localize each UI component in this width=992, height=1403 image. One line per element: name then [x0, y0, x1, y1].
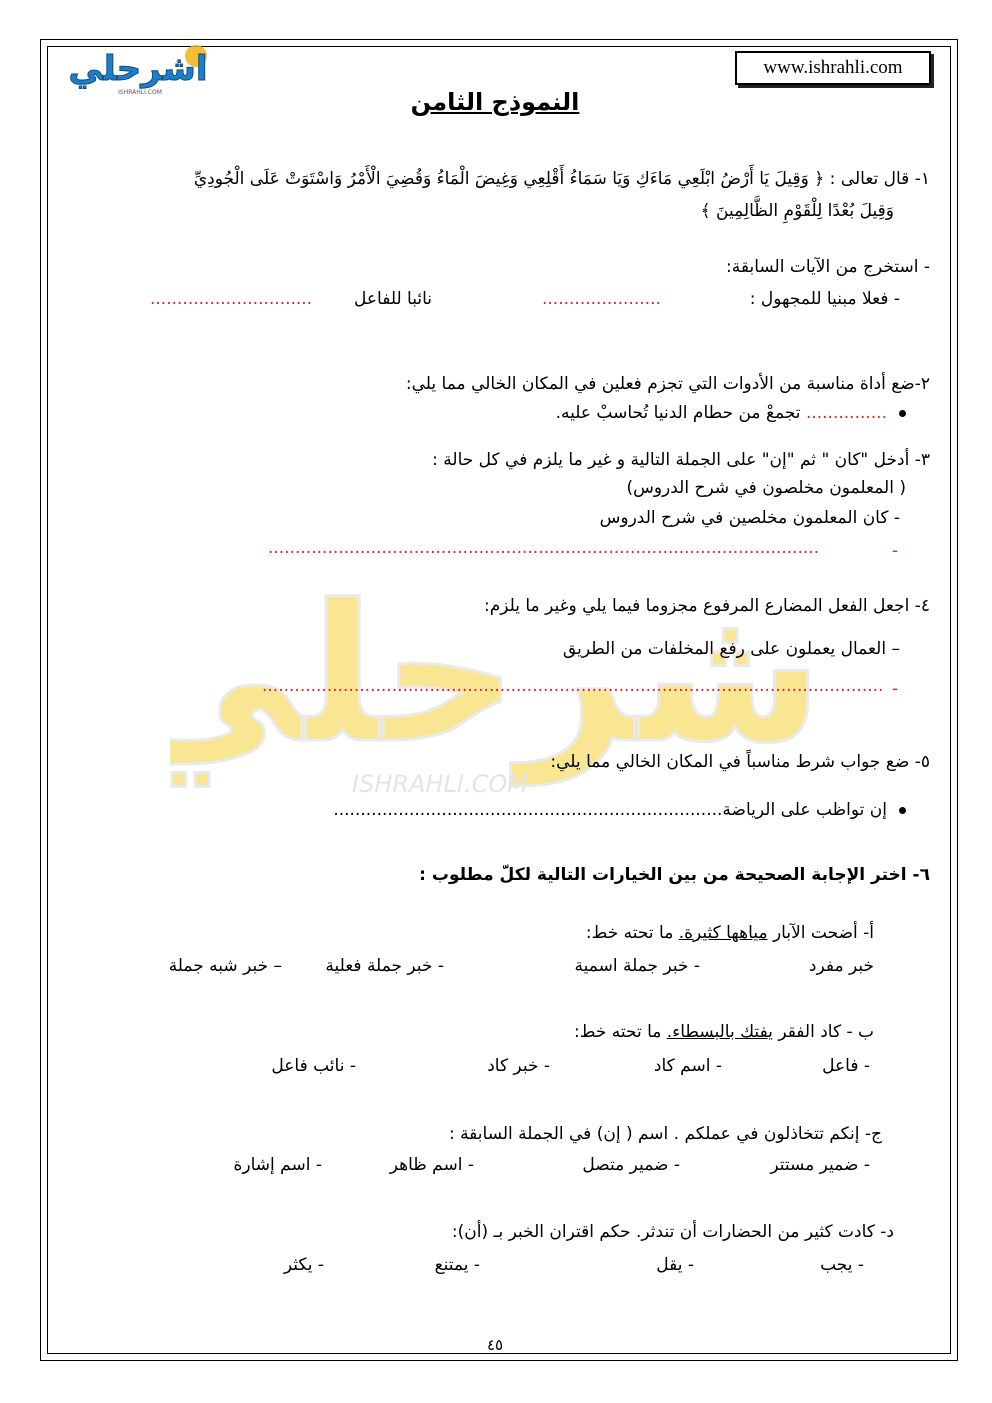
- q6c-option-3[interactable]: - اسم ظاهر: [389, 1155, 474, 1175]
- q6a-option-3[interactable]: - خبر جملة فعلية: [325, 956, 444, 976]
- q6a-prefix: أ- أضحت الآبار: [772, 923, 874, 943]
- q1-verse-line2: وَقِيلَ بُعْدًا لِلْقَوْمِ الظَّالِمِينَ ﴾: [700, 201, 894, 221]
- svg-text:ISHRAHLI.COM: ISHRAHLI.COM: [118, 89, 162, 96]
- q6d-question: د- كادت كثير من الحضارات أن تندثر. حكم اقتران الخبر بـ (أن):: [451, 1222, 894, 1242]
- q1-instruction: - استخرج من الآيات السابقة:: [726, 257, 930, 277]
- q1-item-label: - فعلا مبنيا للمجهول :: [749, 289, 900, 309]
- q6b-option-3[interactable]: - خبر كاد: [487, 1056, 550, 1076]
- q6b-option-1[interactable]: - فاعل: [822, 1056, 870, 1076]
- q6c-option-4[interactable]: - اسم إشارة: [233, 1155, 322, 1175]
- q4-dash: -: [892, 679, 899, 699]
- q6a-option-1[interactable]: خبر مفرد: [808, 956, 874, 976]
- q4-instruction: ٤- اجعل الفعل المضارع المرفوع مجزوما فيما يلي وغير ما يلزم:: [483, 596, 930, 616]
- q1-answer-blank-1[interactable]: ......................: [542, 289, 661, 309]
- q1-verse-line1: ١- قال تعالى : ﴿ وَقِيلَ يَا أَرْضُ ابْلَعِي مَاءَكِ وَيَا سَمَاءُ أَقْلِعِي وَغِيضَ الْمَاءُ وَقُضِيَ الْأَمْرُ وَاسْتَوَتْ عَلَى الْجُودِيِّ: [193, 169, 930, 189]
- bullet-icon: [899, 807, 906, 814]
- q5-instruction: ٥- ضع جواب شرط مناسباً في المكان الخالي مما يلي:: [550, 752, 930, 772]
- q2-answer-blank[interactable]: ...............: [805, 403, 887, 423]
- bullet-icon: [899, 410, 906, 417]
- svg-text:اشرحلي: شرحلي: [170, 564, 824, 785]
- q2-instruction: ٢-ضع أداة مناسبة من الأدوات التي تجزم فعلين في المكان الخالي مما يلي:: [405, 374, 930, 394]
- q6d-option-2[interactable]: - يقل: [656, 1255, 694, 1275]
- q1-answer-blank-2[interactable]: ..............................: [150, 289, 313, 309]
- q5-item: [333, 800, 906, 820]
- svg-text:ISHRAHLI.COM: ISHRAHLI.COM: [352, 770, 528, 798]
- q6b-question: [574, 1022, 874, 1042]
- site-logo: [60, 42, 216, 98]
- q6c-option-1[interactable]: - ضمير مستتر: [770, 1155, 870, 1175]
- page-number: ٤٥: [486, 1336, 504, 1354]
- page-title: النموذج الثامن: [410, 88, 580, 116]
- q6c-question: ج- إنكم تتخاذلون في عملكم . اسم ( إن) في الجملة السابقة :: [448, 1124, 882, 1144]
- q4-answer-blank[interactable]: ...................................................................................................................: [262, 676, 884, 696]
- svg-text:اشرحلي: اشرحلي: [68, 49, 208, 89]
- q3-answer-blank[interactable]: ......................................................................................................: [268, 538, 820, 558]
- q6a-option-4[interactable]: – خبر شبه جملة: [168, 956, 282, 976]
- q4-sentence: – العمال يعملون على رفع المخلفات من الطريق: [562, 639, 900, 659]
- q1-naib-label: نائبا للفاعل: [354, 289, 432, 309]
- q6b-option-2[interactable]: - اسم كاد: [653, 1056, 722, 1076]
- q3-dash: -: [892, 541, 899, 561]
- q3-answer1: - كان المعلمون مخلصين في شرح الدروس: [599, 508, 900, 528]
- q6a-underlined: مياهها كثيرة.: [678, 923, 768, 943]
- site-url-box[interactable]: www.ishrahli.com: [735, 51, 931, 85]
- q6d-option-1[interactable]: - يجب: [820, 1255, 864, 1275]
- q6b-prefix: ب - كاد الفقر: [778, 1022, 874, 1042]
- q5-sentence: إن تواظب على الرياضة: [722, 800, 887, 820]
- q3-instruction: ٣- أدخل "كان " ثم "إن" على الجملة التالية و غير ما يلزم في كل حالة :: [432, 450, 930, 470]
- q6d-option-3[interactable]: - يمتنع: [434, 1255, 480, 1275]
- q6b-option-4[interactable]: - نائب فاعل: [271, 1056, 356, 1076]
- q6a-suffix: ما تحته خط:: [585, 923, 679, 943]
- q3-sentence: ( المعلمون مخلصون في شرح الدروس): [626, 478, 906, 498]
- q6d-option-4[interactable]: - يكثر: [283, 1255, 324, 1275]
- q6-instruction: ٦- اختر الإجابة الصحيحة من بين الخيارات التالية لكلّ مطلوب :: [419, 865, 930, 885]
- q2-item: [556, 403, 906, 423]
- q2-sentence: تجمعْ من حطام الدنيا تُحاسبْ عليه.: [555, 403, 801, 423]
- q5-answer-blank[interactable]: ........................................................................: [333, 800, 723, 820]
- q6c-option-2[interactable]: - ضمير متصل: [582, 1155, 680, 1175]
- q6a-question: [586, 923, 874, 943]
- q6a-option-2[interactable]: - خبر جملة اسمية: [574, 956, 700, 976]
- q6b-suffix: ما تحته خط:: [573, 1022, 667, 1042]
- q6b-underlined: يفتك بالبسطاء.: [666, 1022, 773, 1042]
